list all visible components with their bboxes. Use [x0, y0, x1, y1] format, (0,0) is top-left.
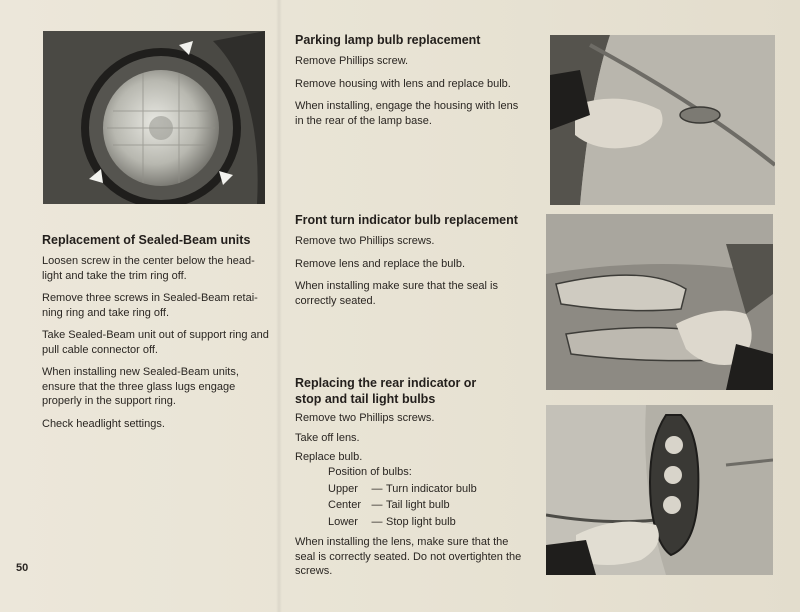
position-row: [328, 481, 477, 498]
position-row: [328, 497, 477, 514]
position-bulb: Stop light bulb: [386, 515, 456, 528]
position-bulb: Tail light bulb: [386, 499, 450, 511]
position-bulb: Turn indicator bulb: [386, 482, 477, 495]
sealed-beam-step-3: Take Sealed-Beam unit out of support ring and pull cable connector off.: [42, 329, 269, 356]
parking-lamp-step-1: Remove Phillips screw.: [295, 55, 409, 67]
rear-step-2: Take off lens.: [295, 431, 360, 444]
page-number: 50: [16, 562, 29, 574]
rear-closing-section: [295, 535, 523, 579]
positions-heading: Position of bulbs:: [328, 466, 412, 478]
headlight-photo: [43, 31, 265, 204]
front-turn-section: [295, 212, 527, 308]
position-name: Upper: [328, 482, 358, 495]
parking-lamp-step-3: When installing, engage the housing with lens in the rear of the lamp base.: [295, 100, 519, 127]
front-turn-step-3: When installing make sure that the seal is correctly seated.: [295, 280, 498, 307]
sealed-beam-step-4: When installing new Sealed-Beam units, ensure that the three glass lugs engage properly in the support ring.: [42, 366, 239, 407]
bulb-positions: [328, 464, 477, 530]
page-fold: [276, 0, 282, 612]
front-turn-step-2: Remove lens and replace the bulb.: [295, 257, 465, 270]
position-dash: —: [371, 515, 383, 528]
sealed-beam-step-5: Check headlight settings.: [42, 417, 165, 430]
rear-step-3: Replace bulb.: [295, 451, 363, 463]
parking-lamp-photo: [550, 35, 775, 205]
position-name: Lower: [328, 515, 358, 528]
parking-lamp-title: Parking lamp bulb replacement: [295, 33, 481, 47]
sealed-beam-title: Replacement of Sealed-Beam units: [42, 233, 251, 247]
position-row: [328, 514, 477, 531]
front-turn-photo: [546, 214, 773, 390]
parking-lamp-step-2: Remove housing with lens and replace bulb.: [295, 77, 511, 90]
sealed-beam-step-1: Loosen screw in the center below the head-light and take the trim ring off.: [42, 255, 255, 282]
rear-indicator-title: Replacing the rear indicator or stop and tail light bulbs: [295, 376, 477, 406]
position-dash: —: [371, 482, 383, 495]
position-dash: —: [371, 499, 383, 511]
front-turn-title: Front turn indicator bulb replacement: [295, 213, 518, 227]
sealed-beam-step-2: Remove three screws in Sealed-Beam retai-ning ring and take ring off.: [42, 292, 258, 319]
parking-lamp-section: [295, 32, 527, 128]
rear-indicator-section: [295, 375, 527, 465]
sealed-beam-section: [42, 232, 274, 431]
front-turn-step-1: Remove two Phillips screws.: [295, 235, 435, 247]
rear-step-1: Remove two Phillips screws.: [295, 412, 435, 424]
rear-indicator-photo: [546, 405, 773, 575]
rear-closing-note: When installing the lens, make sure that the seal is correctly seated. Do not overtighten the screws.: [295, 536, 522, 577]
position-name: Center: [328, 499, 362, 511]
